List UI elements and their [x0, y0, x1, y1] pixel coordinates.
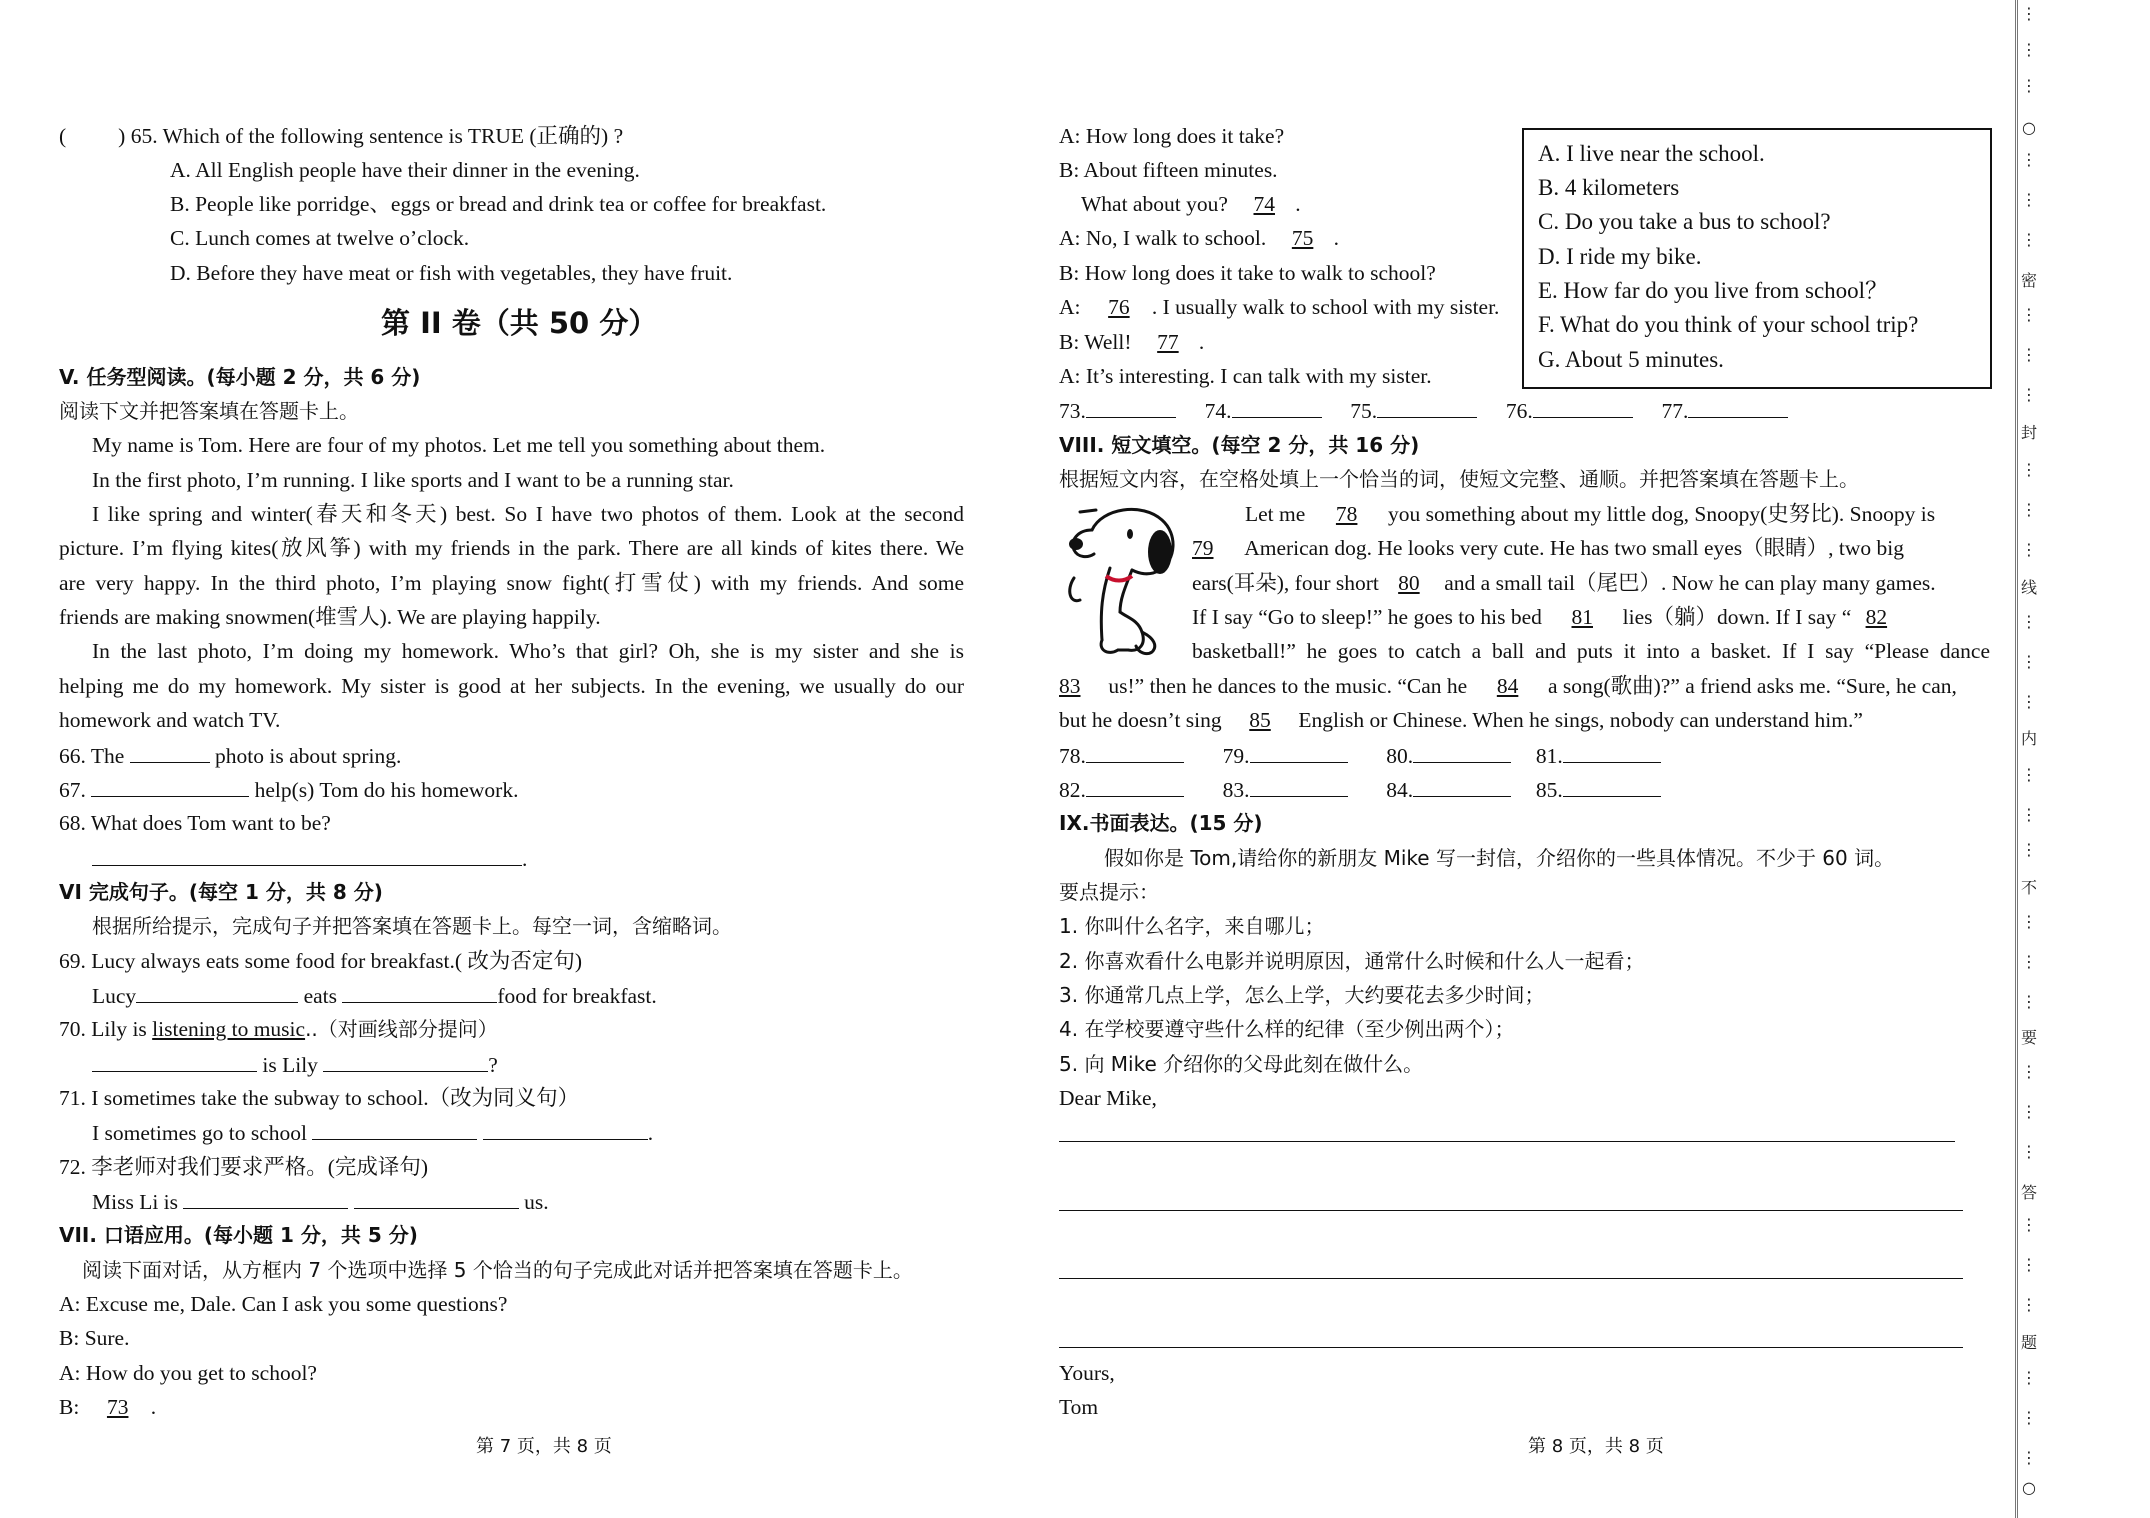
- dialog-line: A: Excuse me, Dale. Can I ask you some questions?: [59, 1292, 508, 1316]
- answer-blank: [1688, 398, 1788, 418]
- option-b: B. 4 kilometers: [1538, 175, 1680, 200]
- section-5-instruction: 阅读下文并把答案填在答题卡上。: [59, 399, 359, 423]
- answer-blank: [1533, 398, 1633, 418]
- hint-item: 3. 你通常几点上学，怎么上学，大约要花去多少时间；: [1059, 983, 1545, 1007]
- answer-blank: [1563, 743, 1661, 763]
- passage-line: basketball!” he goes to catch a ball and puts it into a basket. If I say “Please dance: [1192, 639, 1990, 663]
- passage-line-78: Let me 78 you something about my little dog, Snoopy(史努比). Snoopy is: [1245, 502, 1936, 526]
- dialog-line-73: B: 73 .: [59, 1395, 157, 1419]
- part-two-title: 第 II 卷（共 50 分）: [381, 306, 658, 340]
- answer-blank: [136, 983, 298, 1003]
- answer-blank: [1250, 743, 1348, 763]
- section-5-heading: V. 任务型阅读。(每小题 2 分，共 6 分): [59, 365, 421, 389]
- dialog-line: A: It’s interesting. I can talk with my sister.: [1059, 364, 1432, 388]
- dialog-line-75: A: No, I walk to school. 75 .: [1059, 226, 1339, 250]
- answer-blank: [92, 1052, 257, 1072]
- writing-prompt: 假如你是 Tom,请给你的新朋友 Mike 写一封信，介绍你的一些具体情况。不少于 60 词。: [1104, 846, 1895, 870]
- writing-line: [1059, 1210, 1963, 1211]
- passage-line-85: but he doesn’t sing 85 English or Chinese. When he sings, nobody can understand him.”: [1059, 708, 1863, 732]
- section-8-heading: VIII. 短文填空。(每空 2 分，共 16 分): [1059, 433, 1420, 457]
- hint-item: 2. 你喜欢看什么电影并说明原因，通常什么时候和什么人一起看；: [1059, 949, 1645, 973]
- section-9-heading: IX.书面表达。(15 分): [1059, 811, 1263, 835]
- answer-blank: [1563, 777, 1661, 797]
- option-d: D. I ride my bike.: [1538, 244, 1702, 269]
- answer-blank: [183, 1189, 348, 1209]
- binding-margin: ⋮ ⋮ ⋮ ○ ⋮ ⋮ ⋮ 密 ⋮ ⋮ ⋮ 封 ⋮ ⋮ ⋮ 线 ⋮ ⋮ ⋮ 内 ⋮ ⋮ ⋮ 不 ⋮ ⋮ ⋮ 要 ⋮ ⋮ ⋮ 答 ⋮ ⋮ ⋮ 题 ⋮ ⋮ ⋮ ○: [2020, 4, 2037, 1497]
- q65-option-a: A. All English people have their dinner in the evening.: [170, 158, 640, 182]
- option-e: E. How far do you live from school？: [1538, 278, 1889, 303]
- passage-line-80: ears(耳朵), four short 80 and a small tail（尾巴）. Now he can play many games.: [1192, 571, 1936, 595]
- answer-blank: [312, 1120, 477, 1140]
- dialog-line: B: About fifteen minutes.: [1059, 158, 1278, 182]
- answer-blank: [1086, 743, 1184, 763]
- answer-blank: [1250, 777, 1348, 797]
- answer-blank: [130, 743, 210, 763]
- binding-circle: ○: [2022, 118, 2036, 137]
- passage-paragraph-3-line-2: picture. I’m flying kites(放风筝) with my friends in the park. There are all kinds of kites there. We: [59, 536, 964, 560]
- section-8-instruction: 根据短文内容，在空格处填上一个恰当的词，使短文完整、通顺。并把答案填在答题卡上。: [1059, 467, 1859, 491]
- question-69: 69. Lucy always eats some food for breakfast.( 改为否定句): [59, 949, 583, 973]
- dialog-line-77: B: Well! 77 .: [1059, 330, 1205, 354]
- answer-blank: [91, 777, 249, 797]
- hint-title: 要点提示：: [1059, 880, 1159, 904]
- question-71-answer: I sometimes go to school .: [92, 1121, 654, 1145]
- answer-blank: [1413, 743, 1511, 763]
- dialog-line: B: Sure.: [59, 1326, 130, 1350]
- passage-paragraph-3-line-1: I like spring and winter(春天和冬天) best. So I have two photos of them. Look at the second: [92, 502, 964, 526]
- passage-line-83-84: 83 us!” then he dances to the music. “Can he 84 a song(歌曲)?” a friend asks me. “Sure, he can,: [1059, 674, 1957, 698]
- dialog-line: B: How long does it take to walk to school?: [1059, 261, 1436, 285]
- binding-char: 内: [2020, 729, 2037, 748]
- binding-char: 封: [2020, 423, 2037, 442]
- answers-73-77: 73. 74. 75. 76. 77.: [1059, 398, 1788, 425]
- dialog-line: A: How long does it take?: [1059, 124, 1285, 148]
- writing-line: [1059, 1347, 1963, 1348]
- passage-line-81-82: If I say “Go to sleep!” he goes to his bed 81 lies（躺）down. If I say “ 82: [1192, 605, 1888, 629]
- question-69-answer: Lucy eats food for breakfast.: [92, 984, 657, 1008]
- answer-blank: [483, 1120, 648, 1140]
- writing-line: [1059, 1141, 1955, 1142]
- question-71: 71. I sometimes take the subway to school.（改为同义句）: [59, 1086, 580, 1110]
- question-66: 66. The photo is about spring.: [59, 744, 402, 768]
- hint-item: 1. 你叫什么名字，来自哪儿；: [1059, 914, 1325, 938]
- dialog-line-76: A: 76 . I usually walk to school with my sister.: [1059, 295, 1500, 319]
- dialog-line: A: How do you get to school?: [59, 1361, 317, 1385]
- answer-blank: [342, 983, 497, 1003]
- binding-char: 线: [2020, 578, 2037, 597]
- letter-signature: Tom: [1059, 1395, 1099, 1419]
- option-a: A. I live near the school.: [1538, 141, 1765, 166]
- option-f: F. What do you think of your school trip?: [1538, 312, 1919, 337]
- binding-char: 要: [2020, 1028, 2037, 1047]
- answer-blank: [1413, 777, 1511, 797]
- passage-paragraph-3-line-4: friends are making snowmen(堆雪人). We are playing happily.: [59, 605, 601, 629]
- section-6-heading: VI 完成句子。(每空 1 分，共 8 分): [59, 880, 383, 904]
- option-g: G. About 5 minutes.: [1538, 347, 1724, 372]
- q65-option-c: C. Lunch comes at twelve o’clock.: [170, 226, 470, 250]
- page-footer-7: 第 7 页，共 8 页: [476, 1436, 612, 1457]
- binding-line: [2015, 0, 2018, 1518]
- answers-78-81: 78. 79. 80. 81.: [1059, 743, 1661, 770]
- hint-item: 4. 在学校要遵守些什么样的纪律（至少例出两个）；: [1059, 1017, 1515, 1041]
- q65-option-b: B. People like porridge、eggs or bread and drink tea or coffee for breakfast.: [170, 192, 827, 216]
- section-6-instruction: 根据所给提示，完成句子并把答案填在答题卡上。每空一词，含缩略词。: [92, 914, 732, 938]
- page-footer-8: 第 8 页，共 8 页: [1528, 1436, 1664, 1457]
- answer-blank: [1086, 777, 1184, 797]
- options-box: [1522, 128, 1992, 389]
- passage-paragraph-4-line-1: In the last photo, I’m doing my homework. Who’s that girl? Oh, she is my sister and she is: [92, 639, 964, 663]
- answer-blank: [1232, 398, 1322, 418]
- binding-char: 题: [2020, 1333, 2037, 1352]
- section-7-heading: VII. 口语应用。(每小题 1 分，共 5 分): [59, 1223, 418, 1247]
- question-68: 68. What does Tom want to be?: [59, 811, 331, 835]
- hint-item: 5. 向 Mike 介绍你的父母此刻在做什么。: [1059, 1052, 1424, 1076]
- letter-greeting: Dear Mike,: [1059, 1086, 1157, 1110]
- passage-paragraph-3-line-3: are very happy. In the third photo, I’m playing snow fight(打雪仗) with my friends. And some: [59, 571, 964, 595]
- answer-blank: [92, 846, 522, 866]
- passage-paragraph-1: My name is Tom. Here are four of my photos. Let me tell you something about them.: [92, 433, 826, 457]
- answer-blank: [1086, 398, 1176, 418]
- letter-closing: Yours,: [1059, 1361, 1115, 1385]
- dialog-line-74: What about you? 74 .: [1081, 192, 1301, 216]
- binding-circle: ○: [2022, 1478, 2036, 1497]
- answers-82-85: 82. 83. 84. 85.: [1059, 777, 1661, 804]
- question-68-answer-line: .: [92, 846, 527, 873]
- question-70: 70. Lily is listening to music..（对画线部分提问）: [59, 1017, 498, 1041]
- snoopy-illustration: [1062, 500, 1182, 660]
- question-72-answer: Miss Li is us.: [92, 1190, 549, 1214]
- answer-blank: [323, 1052, 488, 1072]
- q65-option-d: D. Before they have meat or fish with vegetables, they have fruit.: [170, 261, 733, 285]
- answer-blank: [354, 1189, 519, 1209]
- passage-paragraph-4-line-3: homework and watch TV.: [59, 708, 281, 732]
- passage-paragraph-4-line-2: helping me do my homework. My sister is good at her subjects. In the evening, we usually do our: [59, 674, 964, 698]
- binding-char: 密: [2020, 271, 2037, 290]
- option-c: C. Do you take a bus to school?: [1538, 209, 1831, 234]
- answer-blank: [1377, 398, 1477, 418]
- section-7-instruction: 阅读下面对话，从方框内 7 个选项中选择 5 个恰当的句子完成此对话并把答案填在答题卡上。: [82, 1258, 913, 1282]
- passage-paragraph-2: In the first photo, I’m running. I like sports and I want to be a running star.: [92, 468, 734, 492]
- passage-line-79: 79 American dog. He looks very cute. He has two small eyes（眼睛）, two big: [1192, 536, 1904, 560]
- writing-line: [1059, 1278, 1963, 1279]
- question-72: 72. 李老师对我们要求严格。(完成译句): [59, 1155, 429, 1179]
- binding-char: 答: [2020, 1183, 2037, 1202]
- question-65: ( ) 65. Which of the following sentence is TRUE (正确的) ?: [59, 124, 624, 148]
- question-67: 67. help(s) Tom do his homework.: [59, 778, 519, 802]
- binding-char: 不: [2020, 878, 2037, 897]
- question-70-answer: is Lily ?: [92, 1052, 498, 1079]
